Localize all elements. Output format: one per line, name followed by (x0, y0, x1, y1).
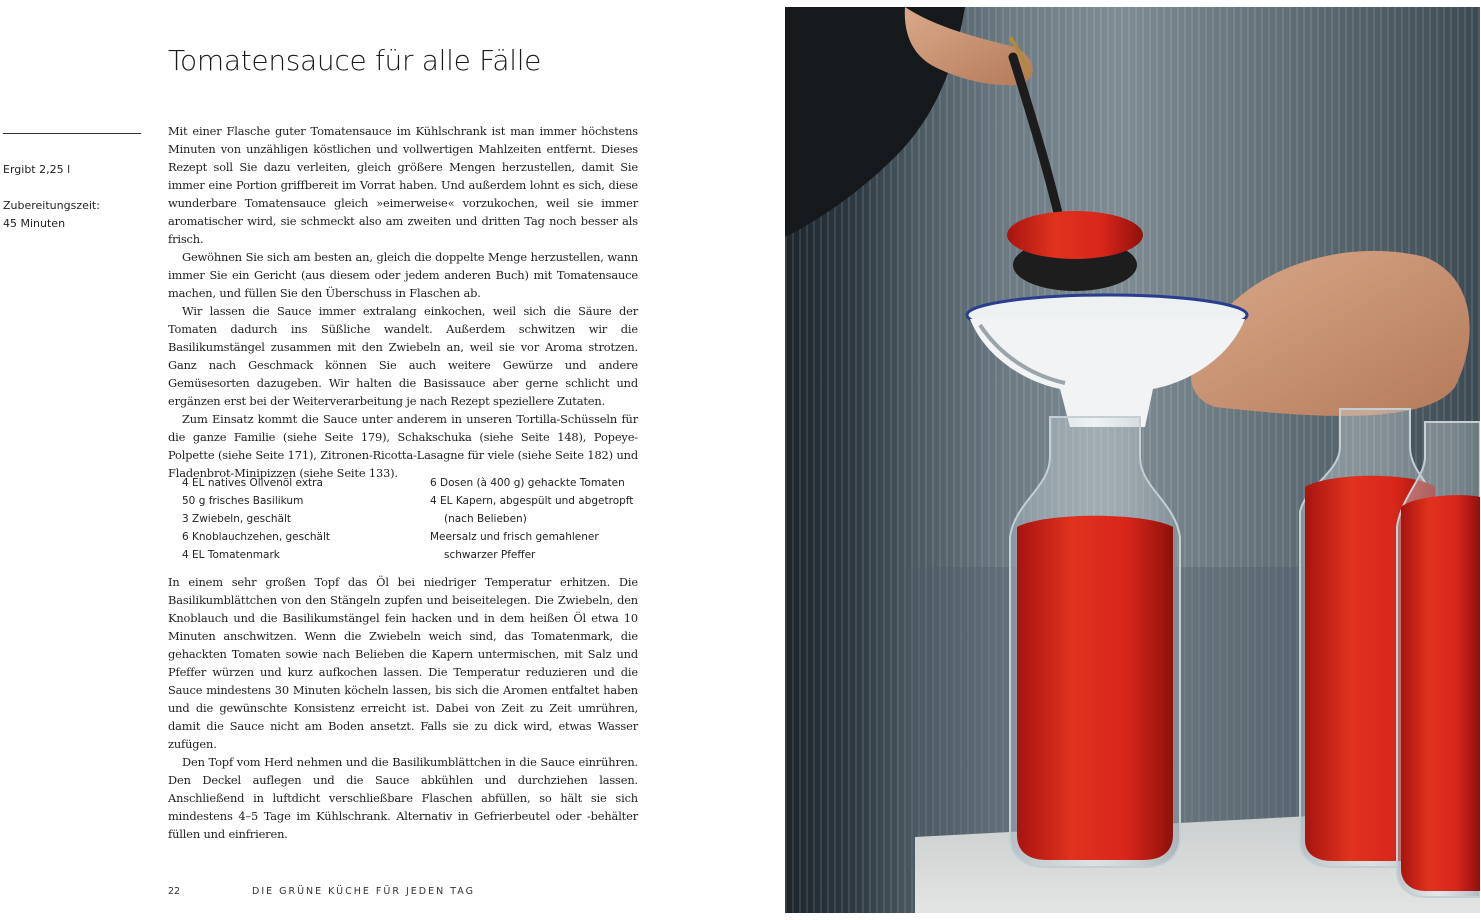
ingredient-item: 6 Knoblauchzehen, geschält (182, 531, 330, 543)
method-paragraph: In einem sehr großen Topf das Öl bei niedriger Temperatur erhitzen. Die Basilikumblättchen von den Stängeln zupfen und beiseitelegen. Die Zwiebeln, den Knoblauch und die Basilikumstängel fein hacken und in dem heißen Öl etwa 10 Minuten anschwitzen. Wenn die Zwiebeln weich sind, das Tomatenmark, die gehackten Tomaten sowie nach Belieben die Kapern untermischen, mit Salz und Pfeffer würzen und kurz aufkochen lassen. Die Temperatur reduzieren und die Sauce mindestens 30 Minuten köcheln lassen, bis sich die Aromen entfaltet haben und die gewünschte Konsistenz erreicht ist. Dabei von Zeit zu Zeit umrühren, damit die Sauce nicht am Boden ansetzt. Falls sie zu dick wird, etwas Wasser zufügen. (168, 575, 638, 751)
recipe-title: Tomatensauce für alle Fälle (168, 44, 542, 77)
page-number: 22 (168, 886, 181, 897)
ingredient-item: 4 EL Tomatenmark (182, 549, 280, 561)
intro-paragraph: Gewöhnen Sie sich am besten an, gleich die doppelte Menge herzustellen, wann immer Sie ein Gericht (aus diesem oder jedem anderen Buch) mit Tomatensauce machen, und füllen Sie den Überschuss in Flaschen ab. (168, 250, 638, 300)
recipe-yield: Ergibt 2,25 l (3, 163, 71, 176)
prep-time-value: 45 Minuten (3, 217, 66, 230)
ingredient-item: 50 g frisches Basilikum (182, 495, 304, 507)
ingredient-item: 4 EL natives Olivenöl extra (182, 477, 323, 489)
ingredient-list (182, 474, 642, 564)
intro-paragraph: Zum Einsatz kommt die Sauce unter anderem in unseren Tortilla-Schüsseln für die ganze Familie (siehe Seite 179), Schakschuka (siehe Seite 148), Popeye-Polpette (siehe Seite 171), Zitronen-Ricotta-Lasagne für viele (siehe Seite 182) und Fladenbrot-Minipizzen (siehe Seite 133). (168, 412, 638, 480)
ingredient-item: 6 Dosen (à 400 g) gehackte Tomaten (430, 477, 625, 489)
recipe-photo (785, 7, 1480, 913)
prep-time-label: Zubereitungszeit: (3, 199, 100, 212)
ingredient-column-left (182, 474, 430, 564)
photo-illustration (785, 7, 1480, 913)
bottle-right-2-sauce (1401, 495, 1480, 891)
intro-paragraph: Wir lassen die Sauce immer extralang einkochen, weil sich die Säure der Tomaten dadurch ins Süßliche wandelt. Außerdem schwitzen wir die Basilikumstängel zusammen mit den Zwiebeln an, weil sie vor Aroma strotzen. Ganz nach Geschmack können Sie auch weitere Gewürze und andere Gemüsesorten dazugeben. Wir halten die Basissauce aber gerne schlicht und ergänzen erst bei der Weiterverarbeitung je nach Rezept speziellere Zutaten. (168, 304, 638, 408)
recipe-intro (168, 122, 638, 482)
running-title: DIE GRÜNE KÜCHE FÜR JEDEN TAG (252, 886, 475, 897)
intro-paragraph: Mit einer Flasche guter Tomatensauce im Kühlschrank ist man immer höchstens Minuten von unzähligen köstlichen und vollwertigen Mahlzeiten entfernt. Dieses Rezept soll Sie dazu verleiten, gleich größere Mengen herzustellen, damit Sie immer eine Portion griffbereit im Vorrat haben. Und außerdem lohnt es sich, diese wunderbare Tomatensauce gleich »eimerweise« vorzukochen, weil sie immer aromatischer wird, sie schmeckt also am zweiten und dritten Tag noch besser als frisch. (168, 124, 638, 246)
method-paragraph: Den Topf vom Herd nehmen und die Basilikumblättchen in die Sauce einrühren. Den Deckel auflegen und die Sauce abkühlen und durchziehen lassen. Anschließend in luftdicht verschließbare Flaschen abfüllen, so hält sie sich mindestens 4–5 Tage im Kühlschrank. Alternativ in Gefrierbeutel oder -behälter füllen und einfrieren. (168, 755, 638, 841)
page-footer (168, 886, 475, 897)
ingredient-item: Meersalz und frisch gemahlener schwarzer Pfeffer (430, 531, 599, 561)
ingredient-column-right (430, 474, 642, 564)
ingredient-item: 3 Zwiebeln, geschält (182, 513, 292, 525)
bottle-main-sauce (1017, 516, 1173, 860)
prep-time-block (3, 197, 100, 233)
sidebar-rule (3, 133, 141, 134)
recipe-method (168, 573, 638, 843)
ladle-sauce (1007, 211, 1143, 259)
ingredient-item: 4 EL Kapern, abgespült und abgetropft (nach Belieben) (430, 495, 634, 525)
